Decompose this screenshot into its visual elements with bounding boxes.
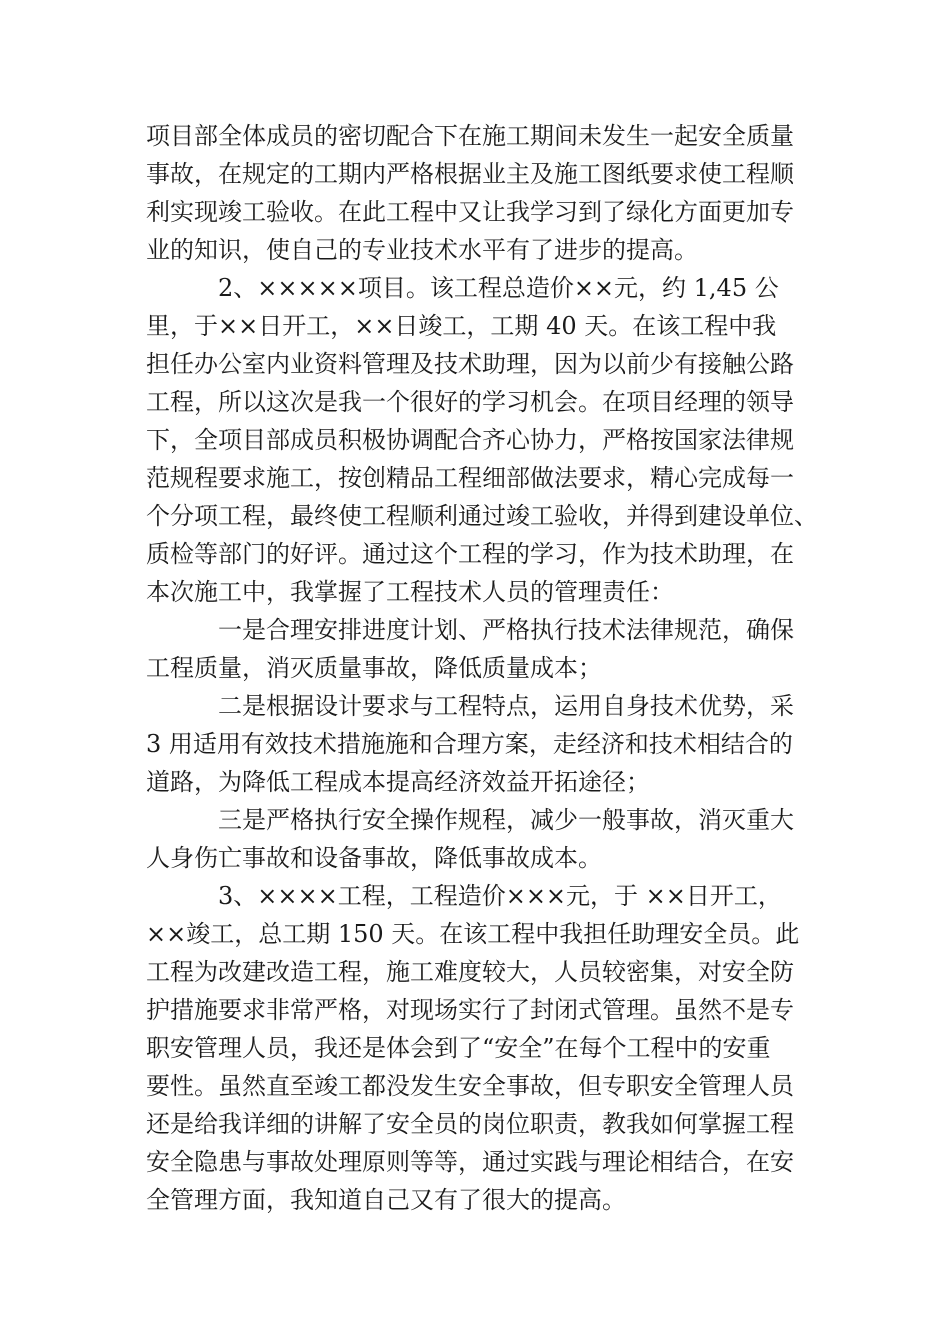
text-line: 业的知识，使自己的专业技术水平有了进步的提高。 <box>146 236 698 264</box>
text-line: 二是根据设计要求与工程特点，运用自身技术优势，采 <box>218 692 794 720</box>
text-line: 道路，为降低工程成本提高经济效益开拓途径； <box>146 768 650 796</box>
paragraph-intro-continuation <box>146 117 806 269</box>
text-line: 还是给我详细的讲解了安全员的岗位职责，教我如何掌握工程 <box>146 1110 794 1138</box>
text-line: 安全隐患与事故处理原则等等，通过实践与理论相结合，在安 <box>146 1148 794 1176</box>
text-line: 2、×××××项目。该工程总造价××元，约 1,45 公 <box>218 274 779 302</box>
text-line: 3、××××工程，工程造价×××元，于 ××日开工， <box>218 882 782 910</box>
text-line: 工程，所以这次是我一个很好的学习机会。在项目经理的领导 <box>146 388 794 416</box>
paragraph-point-1 <box>146 611 806 687</box>
text-line: 下，全项目部成员积极协调配合齐心协力，严格按国家法律规 <box>146 426 794 454</box>
text-line: 三是严格执行安全操作规程，减少一般事故，消灭重大 <box>218 806 794 834</box>
paragraph-project-2 <box>146 269 818 611</box>
text-line: 一是合理安排进度计划、严格执行技术法律规范，确保 <box>218 616 794 644</box>
text-line: ××竣工，总工期 150 天。在该工程中我担任助理安全员。此 <box>146 920 800 948</box>
text-line: 事故，在规定的工期内严格根据业主及施工图纸要求使工程顺 <box>146 160 794 188</box>
paragraph-point-3 <box>146 801 806 877</box>
paragraph-project-3 <box>146 877 806 1219</box>
text-line: 本次施工中，我掌握了工程技术人员的管理责任： <box>146 578 674 606</box>
text-line: 护措施要求非常严格，对现场实行了封闭式管理。虽然不是专 <box>146 996 794 1024</box>
text-line: 利实现竣工验收。在此工程中又让我学习到了绿化方面更加专 <box>146 198 794 226</box>
text-line: 3 用适用有效技术措施施和合理方案，走经济和技术相结合的 <box>146 730 793 758</box>
text-line: 项目部全体成员的密切配合下在施工期间未发生一起安全质量 <box>146 122 794 150</box>
text-line: 质检等部门的好评。通过这个工程的学习，作为技术助理，在 <box>146 540 794 568</box>
text-line: 全管理方面，我知道自己又有了很大的提高。 <box>146 1186 626 1214</box>
text-line: 人身伤亡事故和设备事故，降低事故成本。 <box>146 844 602 872</box>
text-line: 要性。虽然直至竣工都没发生安全事故，但专职安全管理人员 <box>146 1072 794 1100</box>
text-line: 个分项工程，最终使工程顺利通过竣工验收，并得到建设单位、 <box>146 502 818 530</box>
text-line: 工程为改建改造工程，施工难度较大，人员较密集，对安全防 <box>146 958 794 986</box>
text-line: 范规程要求施工，按创精品工程细部做法要求，精心完成每一 <box>146 464 794 492</box>
text-line: 职安管理人员，我还是体会到了“安全”在每个工程中的安重 <box>146 1034 771 1062</box>
text-line: 工程质量，消灭质量事故，降低质量成本； <box>146 654 602 682</box>
text-line: 里，于××日开工，××日竣工，工期 40 天。在该工程中我 <box>146 312 777 340</box>
paragraph-point-2 <box>146 687 806 801</box>
text-line: 担任办公室内业资料管理及技术助理，因为以前少有接触公路 <box>146 350 794 378</box>
document-body <box>146 117 818 1219</box>
